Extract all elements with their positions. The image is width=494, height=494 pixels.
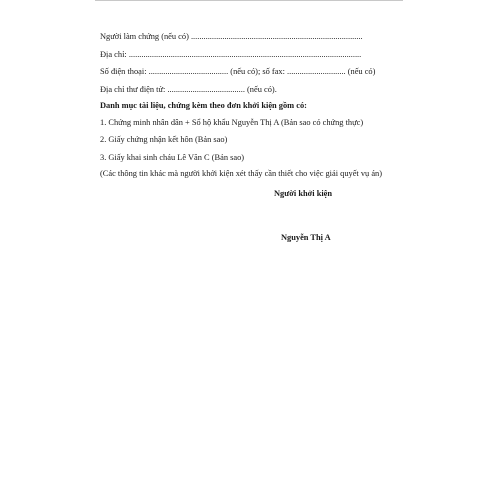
other-info-note: (Các thông tin khác mà người khởi kiện xét thấy cần thiết cho việc giải quyết vụ án): [100, 169, 383, 178]
signer-title: Người khởi kiện: [274, 189, 333, 198]
attachment-item-3: 3. Giấy khai sinh cháu Lê Văn C (Bản sao): [100, 153, 245, 162]
attachment-item-1: 1. Chứng minh nhân dân + Sổ hộ khẩu Nguyễn Thị A (Bản sao có chứng thực): [100, 118, 364, 127]
phone-fax-line: Số điện thoại: ...................................... (nếu có); số fax: ............................ (nếu có): [100, 67, 376, 76]
email-line: Địa chỉ thư điện tử: ..................................... (nếu có).: [100, 85, 277, 94]
address-line: Địa chỉ: ...............................................................................................................: [100, 50, 362, 59]
page-top-border: [95, 0, 403, 1]
witness-line: Người làm chứng (nếu có) ..................................................................................: [100, 32, 363, 41]
attachments-heading: Danh mục tài liệu, chứng kèm theo đơn khởi kiện gồm có:: [100, 101, 307, 110]
attachment-item-2: 2. Giấy chứng nhận kết hôn (Bản sao): [100, 135, 228, 144]
signer-name: Nguyễn Thị A: [281, 233, 331, 242]
